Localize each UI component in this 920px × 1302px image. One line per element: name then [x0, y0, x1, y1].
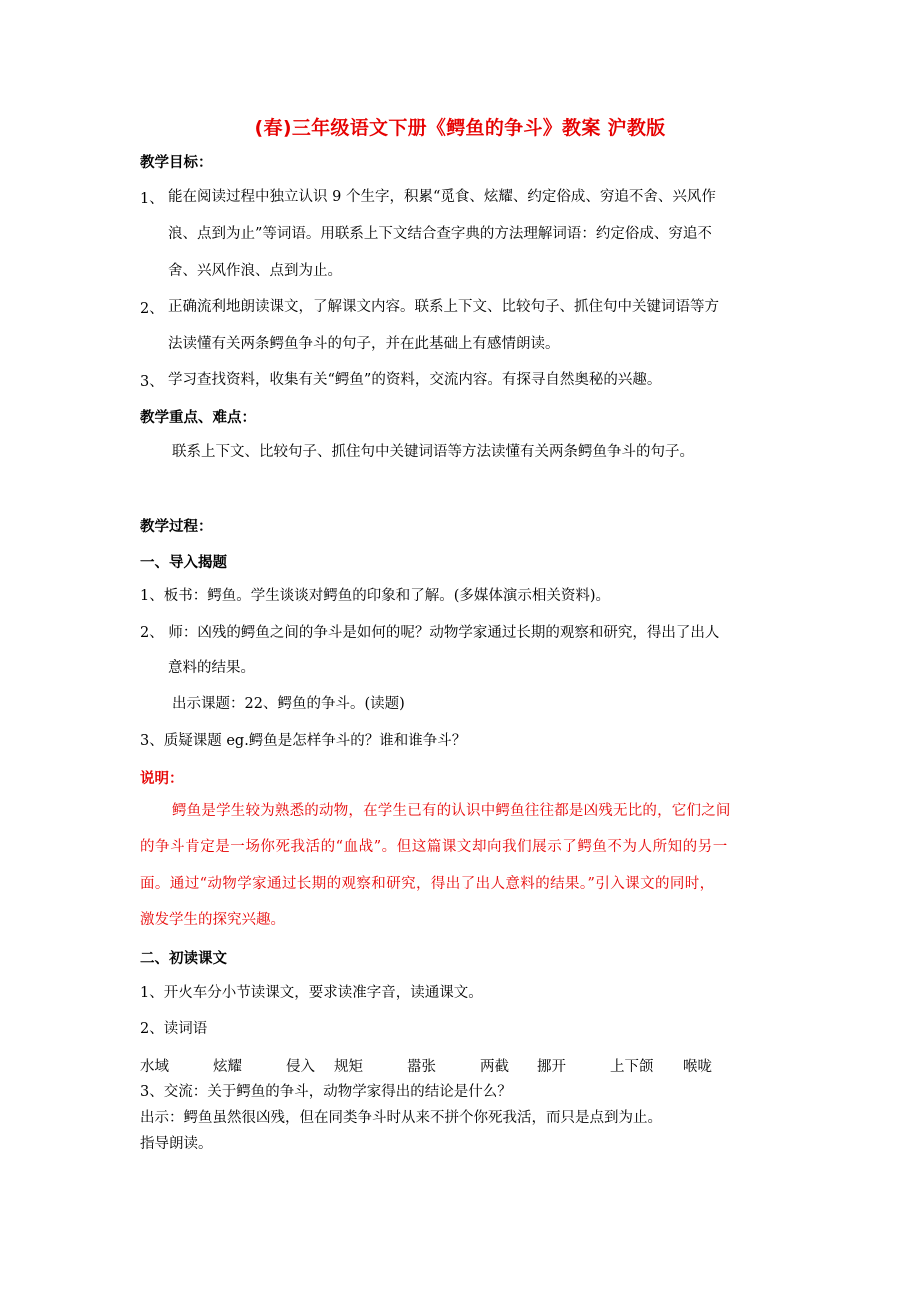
objective-2-line-2: 法读懂有关两条鳄鱼争斗的句子，并在此基础上有感情朗读。	[168, 336, 560, 352]
note-heading: 说明：	[140, 771, 184, 787]
objective-3-line-1: 学习查找资料，收集有关“鳄鱼”的资料，交流内容。有探寻自然奥秘的兴趣。	[168, 372, 662, 388]
document-title: (春)三年级语文下册《鳄鱼的争斗》教案 沪教版	[254, 117, 666, 139]
part2-show: 出示：鳄鱼虽然很凶残，但在同类争斗时从来不拼个你死我活，而只是点到为止。	[140, 1110, 662, 1126]
vocab-word: 上下颌	[610, 1059, 654, 1075]
vocab-word: 挪开	[537, 1059, 566, 1075]
objective-1-line-1: 能在阅读过程中独立认识 9 个生字，积累“觅食、炫耀、约定俗成、穷追不舍、兴风作	[168, 189, 716, 205]
note-line-1: 鳄鱼是学生较为熟悉的动物，在学生已有的认识中鳄鱼往往都是凶残无比的，它们之间	[172, 803, 731, 819]
objective-2-number: 2、	[140, 301, 164, 317]
part2-guide: 指导朗读。	[140, 1136, 213, 1152]
part2-item-1: 1、开火车分小节读课文，要求读准字音，读通课文。	[140, 985, 483, 1001]
process-heading: 教学过程：	[140, 519, 213, 535]
objective-1-number: 1、	[140, 191, 164, 207]
part1-item-2-line-2: 意料的结果。	[168, 660, 255, 676]
objective-3-number: 3、	[140, 374, 164, 390]
objective-1-line-3: 舍、兴风作浪、点到为止。	[168, 263, 342, 279]
objective-2-line-1: 正确流利地朗读课文，了解课文内容。联系上下文、比较句子、抓住句中关键词语等方	[168, 299, 719, 315]
part1-show-title: 出示课题：22、鳄鱼的争斗。(读题)	[172, 696, 405, 712]
vocab-word: 侵入	[286, 1059, 315, 1075]
vocab-word: 两截	[480, 1059, 509, 1075]
vocab-word: 嚣张	[407, 1059, 436, 1075]
key-points-heading: 教学重点、难点：	[140, 410, 256, 426]
key-points-text: 联系上下文、比较句子、抓住句中关键词语等方法读懂有关两条鳄鱼争斗的句子。	[172, 444, 694, 460]
objectives-heading: 教学目标：	[140, 155, 213, 171]
part1-item-3: 3、质疑课题 eg.鳄鱼是怎样争斗的？谁和谁争斗？	[140, 733, 467, 749]
part2-heading: 二、初读课文	[140, 951, 227, 967]
vocab-word: 规矩	[334, 1059, 363, 1075]
vocab-word: 炫耀	[213, 1059, 242, 1075]
note-line-4: 激发学生的探究兴趣。	[140, 912, 285, 928]
vocab-word: 水域	[140, 1059, 169, 1075]
vocab-word: 喉咙	[683, 1059, 712, 1075]
part1-item-1: 1、板书：鳄鱼。学生谈谈对鳄鱼的印象和了解。(多媒体演示相关资料)。	[140, 588, 611, 604]
part2-item-3: 3、交流：关于鳄鱼的争斗，动物学家得出的结论是什么？	[140, 1084, 512, 1100]
note-line-2: 的争斗肯定是一场你死我活的“血战”。但这篇课文却向我们展示了鳄鱼不为人所知的另一	[140, 839, 728, 855]
note-line-3: 面。通过“动物学家通过长期的观察和研究，得出了出人意料的结果。”引入课文的同时，	[140, 876, 715, 892]
part2-item-2: 2、读词语	[140, 1021, 208, 1037]
part1-heading: 一、导入揭题	[140, 555, 227, 571]
part1-item-2-line-1: 2、 师：凶残的鳄鱼之间的争斗是如何的呢？动物学家通过长期的观察和研究，得出了出人	[140, 625, 720, 641]
objective-1-line-2: 浪、点到为止”等词语。用联系上下文结合查字典的方法理解词语：约定俗成、穷追不	[168, 226, 712, 242]
